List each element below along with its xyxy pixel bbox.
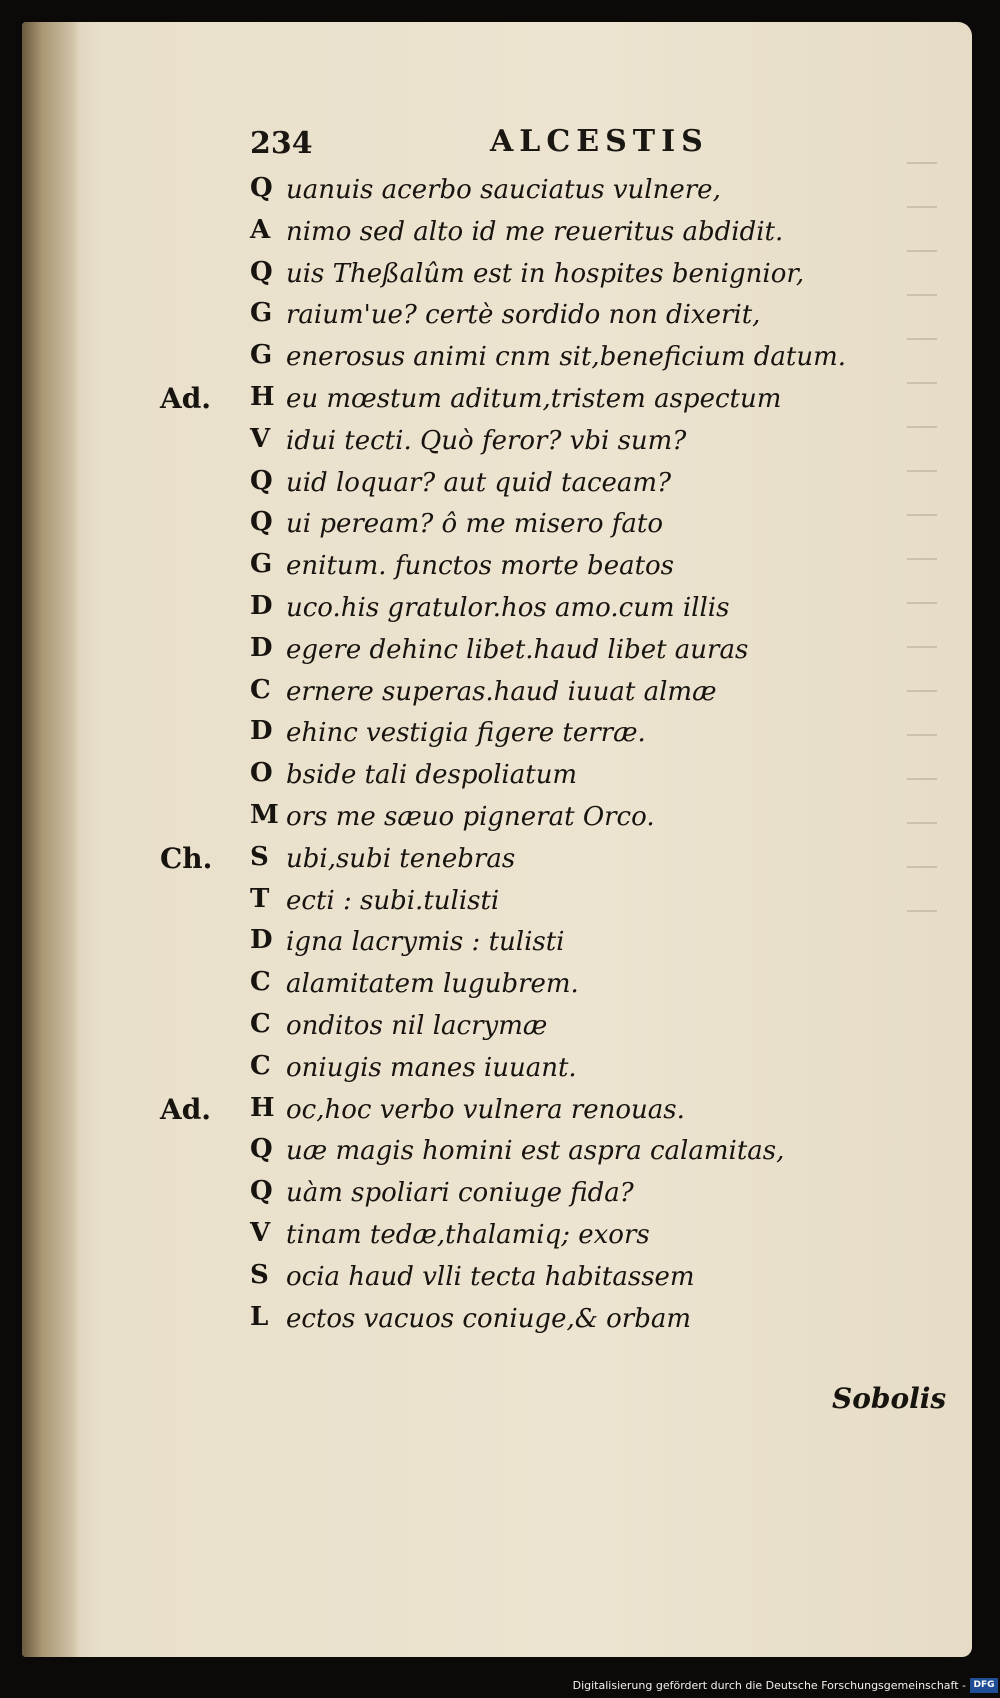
verse-line: [160, 1216, 880, 1258]
verse-text: uanuis acerbo sauciatus vulnere,: [286, 175, 721, 205]
verse-line: [160, 1300, 880, 1342]
verse-line: [160, 1174, 880, 1216]
verse-initial: Q: [250, 256, 273, 287]
verse-initial: V: [250, 1217, 271, 1248]
verse-text: ecti : subi.tulisti: [286, 885, 500, 916]
verse-initial: L: [250, 1301, 269, 1332]
verse-line: [160, 422, 880, 464]
verse-initial: S: [250, 1259, 269, 1290]
verse-line: [160, 505, 880, 547]
verse-text: uæ magis homini est aspra calamitas,: [286, 1136, 785, 1167]
verse-initial: S: [250, 841, 269, 872]
verse-text: igna lacrymis : tulisti: [286, 927, 565, 958]
speaker-label: Ad.: [160, 1092, 212, 1126]
verse-initial: D: [250, 925, 273, 956]
verse-initial: C: [250, 967, 271, 998]
verse-initial: H: [250, 1092, 275, 1123]
verse-line: [160, 338, 880, 380]
verse-initial: Q: [250, 1134, 273, 1165]
verse-initial: Q: [250, 507, 273, 538]
verse-line: [160, 965, 880, 1007]
verse-initial: O: [250, 758, 273, 789]
verse-line: [160, 1007, 880, 1049]
verse-initial: C: [250, 674, 271, 705]
verse-initial: A: [250, 214, 271, 245]
verse-initial: G: [250, 298, 273, 329]
verse-text: egere dehinc libet.haud libet auras: [286, 634, 749, 665]
verse-line: [160, 464, 880, 506]
verse-text: eu mœstum aditum,tristem aspectum: [286, 383, 782, 414]
verse-line: [160, 1091, 880, 1133]
verse-initial: D: [250, 716, 273, 747]
verse-initial: M: [250, 799, 279, 830]
verse-text: ors me sæuo pignerat Orco.: [286, 801, 655, 832]
verse-line: [160, 171, 880, 213]
verse-text: alamitatem lugubrem.: [286, 969, 579, 1000]
verse-text: ehinc vestigia figere terræ.: [286, 718, 646, 749]
verse-line: [160, 1258, 880, 1300]
verse-text: ectos vacuos coniuge,& orbam: [286, 1303, 692, 1334]
verse-text: enerosus animi cnm sit,beneficium datum.: [286, 342, 846, 373]
verse-line: [160, 213, 880, 255]
verse-text: ubi,subi tenebras: [286, 843, 516, 874]
verse-text: bside tali despoliatum: [286, 760, 578, 791]
verse-initial: V: [250, 423, 271, 454]
verse-initial: D: [250, 590, 273, 621]
dfg-logo: DFG: [970, 1678, 998, 1693]
verse-initial: Q: [250, 1176, 273, 1207]
funding-credit: Digitalisierung gefördert durch die Deutsche Forschungsgemeinschaft -: [572, 1679, 966, 1692]
verse-initial: G: [250, 340, 273, 371]
verse-line: [160, 714, 880, 756]
verse-text: tinam tedæ,thalamiq; exors: [286, 1219, 650, 1250]
verse-line: [160, 923, 880, 965]
verse-text: uco.his gratulor.hos amo.cum illis: [286, 592, 730, 623]
verse-text: nimo sed alto id me reueritus abdidit.: [286, 216, 784, 247]
verse-line: [160, 1132, 880, 1174]
verse-text: enitum. functos morte beatos: [286, 551, 675, 582]
verse-line: [160, 255, 880, 297]
verse-text: onditos nil lacrymæ: [286, 1010, 548, 1041]
show-through-from-facing-page: [895, 120, 955, 1540]
verse-initial: G: [250, 549, 273, 580]
catchword: Sobolis: [832, 1382, 947, 1415]
speaker-label: Ad.: [160, 381, 212, 415]
verse-initial: T: [250, 883, 270, 914]
verse-line: [160, 798, 880, 840]
verse-line: [160, 756, 880, 798]
verse-text: idui tecti. Quò feror? vbi sum?: [286, 425, 687, 456]
verse-line: [160, 380, 880, 422]
verse-initial: Q: [250, 465, 273, 496]
verse-text: ernere superas.haud iuuat almæ: [286, 676, 717, 707]
page-header: [250, 120, 730, 164]
verse-text: oc,hoc verbo vulnera renouas.: [286, 1094, 685, 1125]
verse-line: [160, 296, 880, 338]
verse-text: ocia haud vlli tecta habitassem: [286, 1261, 695, 1292]
verse-line: [160, 1049, 880, 1091]
verse-line: [160, 882, 880, 924]
verse-text: uis Theßalûm est in hospites benignior,: [286, 258, 805, 289]
verse-line: [160, 547, 880, 589]
running-title: ALCESTIS: [490, 124, 709, 159]
verse-text: uid loquar? aut quid taceam?: [286, 467, 672, 498]
digitization-footer: [572, 1675, 1000, 1698]
verse-text: raium'ue? certè sordido non dixerit,: [286, 300, 761, 331]
verse-initial: D: [250, 632, 273, 663]
verse-line: [160, 589, 880, 631]
verse-text: ui peream? ô me misero fato: [286, 509, 664, 540]
verse-block: [160, 171, 880, 1341]
verse-initial: H: [250, 381, 275, 412]
verse-line: [160, 673, 880, 715]
page-binding-edge: [22, 22, 80, 1657]
verse-text: oniugis manes iuuant.: [286, 1052, 577, 1083]
speaker-label: Ch.: [160, 841, 213, 875]
verse-initial: C: [250, 1008, 271, 1039]
verse-line: [160, 840, 880, 882]
verse-initial: C: [250, 1050, 271, 1081]
page-number: 234: [250, 126, 313, 161]
verse-text: uàm spoliari coniuge fida?: [286, 1178, 634, 1209]
verse-line: [160, 631, 880, 673]
verse-initial: Q: [250, 173, 273, 203]
